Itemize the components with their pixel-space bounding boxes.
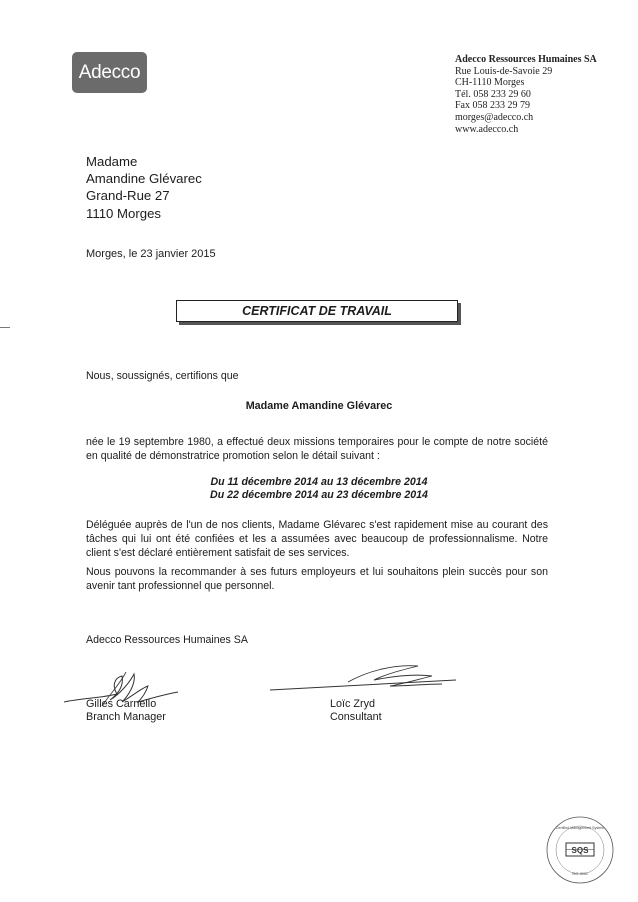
sender-street: Rue Louis-de-Savoie 29 bbox=[455, 65, 553, 77]
recipient-name: Amandine Glévarec bbox=[86, 171, 202, 187]
document-title: CERTIFICAT DE TRAVAIL bbox=[176, 300, 458, 322]
sqs-certification-seal bbox=[545, 815, 615, 885]
mission-dates bbox=[0, 476, 638, 502]
closing-company: Adecco Ressources Humaines SA bbox=[86, 634, 248, 646]
birth-paragraph: née le 19 septembre 1980, a effectué deux missions temporaires pour le compte de notre société en qualité de démonstratrice promotion selon le détail suivant : bbox=[86, 436, 548, 462]
mission-date-1: Du 11 décembre 2014 au 13 décembre 2014 bbox=[210, 476, 428, 488]
mission-date-2: Du 22 décembre 2014 au 23 décembre 2014 bbox=[210, 489, 428, 501]
recipient-city: 1110 Morges bbox=[86, 205, 162, 221]
seal-bottom-text: ISO 9001 bbox=[571, 872, 589, 876]
signatory-1-role: Branch Manager bbox=[86, 711, 166, 724]
recommendation-paragraph: Nous pouvons la recommander à ses futurs employeurs et lui souhaitons plein succès pour son avenir tant professionnel que personnel. bbox=[86, 566, 548, 592]
signature-2-scribble bbox=[266, 660, 462, 696]
evaluation-paragraph: Déléguée auprès de l'un de nos clients, Madame Glévarec s'est rapidement mise au courant des tâches qui lui ont été confiées et les a assumées avec beaucoup de professionnalisme. Notre client s'est déclaré entièrement satisfait de ses services. bbox=[86, 519, 548, 559]
seal-top-text: Certified Management System bbox=[555, 826, 605, 830]
signatory-1-name: Gilles Carnello bbox=[86, 698, 157, 710]
company-logo: Adecco bbox=[72, 52, 147, 93]
sender-company: Adecco Ressources Humaines SA bbox=[455, 54, 597, 65]
seal-center-text: SQS bbox=[571, 846, 589, 855]
sender-address bbox=[455, 54, 597, 135]
fold-mark bbox=[0, 327, 10, 328]
signatory-2-role: Consultant bbox=[330, 711, 382, 724]
sender-fax: Fax 058 233 29 79 bbox=[455, 100, 530, 112]
letter-date: Morges, le 23 janvier 2015 bbox=[86, 248, 216, 260]
sender-phone: Tél. 058 233 29 60 bbox=[455, 88, 531, 100]
recipient-street: Grand-Rue 27 bbox=[86, 188, 170, 204]
sender-email: morges@adecco.ch bbox=[455, 111, 534, 123]
recipient-address bbox=[86, 153, 202, 222]
intro-text: Nous, soussignés, certifions que bbox=[86, 370, 239, 382]
signatory-2-name: Loïc Zryd bbox=[330, 698, 376, 710]
recipient-salutation: Madame bbox=[86, 154, 138, 169]
signatory-2 bbox=[330, 698, 382, 724]
sender-city: CH-1110 Morges bbox=[455, 77, 525, 89]
employee-name: Madame Amandine Glévarec bbox=[245, 400, 393, 412]
sender-website: www.adecco.ch bbox=[455, 123, 519, 135]
signatory-1 bbox=[86, 698, 166, 724]
